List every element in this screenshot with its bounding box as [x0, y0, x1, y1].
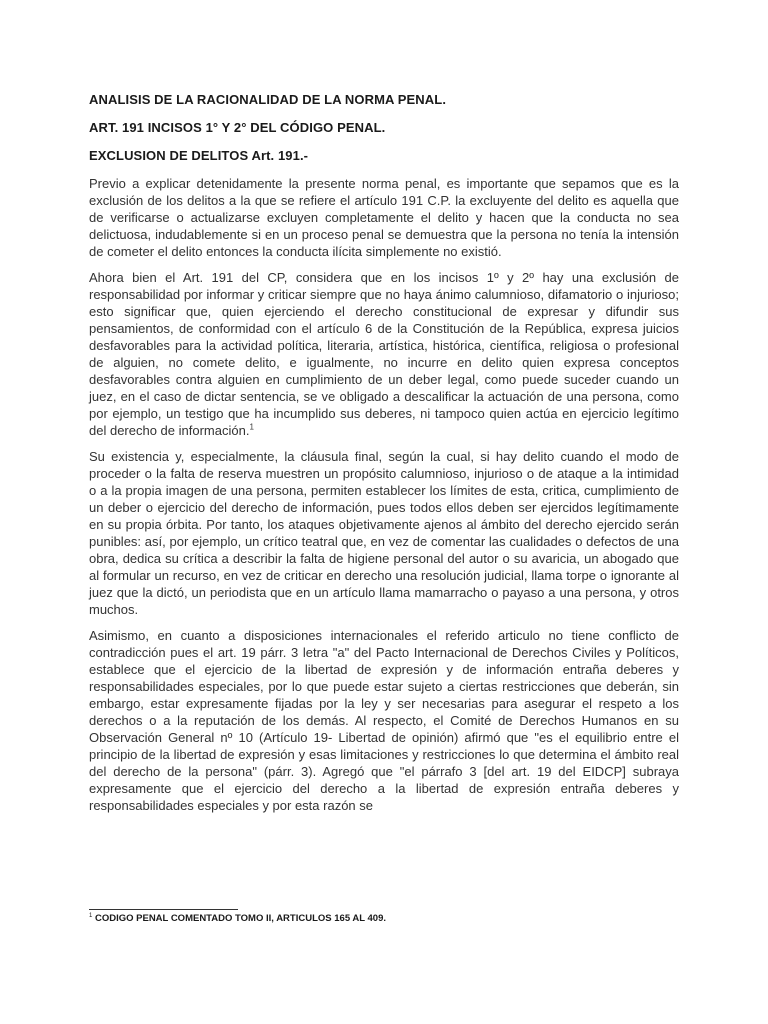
footnote-text: CODIGO PENAL COMENTADO TOMO II, ARTICULOS 165 AL 409. [94, 913, 387, 925]
footnote-separator [89, 909, 238, 910]
article-heading: ART. 191 INCISOS 1° Y 2° DEL CÓDIGO PENAL. [89, 120, 386, 135]
paragraph-2 [89, 269, 679, 439]
footnote [89, 913, 386, 924]
footnote-number: 1 [89, 913, 93, 919]
paragraph-2-text: Ahora bien el Art. 191 del CP, considera que en los incisos 1º y 2º hay una exclusión de responsabilidad por informar y criticar siempre que no haya ánimo calumnioso, difamatorio o injurioso; esto significar que, quien ejerciendo el derecho constitucional de expresar y difundir sus pensamientos, de conformidad con el artículo 6 de la Constitución de la República, expresa juicios desfavorables para la actividad política, literaria, artística, histórica, científica, religiosa o profesional de alguien, no comete delito, e igualmente, no incurre en delito quien expresa conceptos desfavorables contra alguien en cumplimiento de un deber legal, como puede suceder cuando un juez, en el caso de dictar sentencia, se ve obligado a descalificar la actuación de una persona, como por ejemplo, un testigo que ha incumplido sus deberes, ni tampoco quien actúa en ejercicio legítimo del derecho de información. [89, 270, 679, 438]
paragraph-3: Su existencia y, especialmente, la cláusula final, según la cual, si hay delito cuando el modo de proceder o la falta de reserva muestren un propósito calumnioso, injurioso o de ataque a la intimidad o a la propia imagen de una persona, permiten establecer los límites de esta, critica, cumplimiento de un deber o ejercicio del derecho de información, pues todos ellos deben ser ejercidos legítimamente en su propia órbita. Por tanto, los ataques objetivamente ajenos al ámbito del derecho ejercido serán punibles: así, por ejemplo, un crítico teatral que, en vez de comentar las cualidades o defectos de una obra, dedica su crítica a describir la falta de higiene personal del autor o su avaricia, un abogado que al formular un recurso, en vez de criticar en derecho una resolución judicial, llama torpe o ignorante al juez que la dictó, un periodista que en un artículo llama mamarracho o payaso a una persona, y otros muchos. [89, 449, 679, 617]
paragraph-4: Asimismo, en cuanto a disposiciones internacionales el referido articulo no tiene conflicto de contradicción pues el art. 19 párr. 3 letra "a" del Pacto Internacional de Derechos Civiles y Políticos, establece que el ejercicio de la libertad de expresión y de información entraña deberes y responsabilidades especiales, por lo que puede estar sujeto a ciertas restricciones que deberán, sin embargo, estar expresamente fijadas por la ley y ser necesarias para asegurar el respeto a los derechos o a la reputación de los demás. Al respecto, el Comité de Derechos Humanos en su Observación General nº 10 (Artículo 19- Libertad de opinión) afirmó que "es el equilibrio entre el principio de la libertad de expresión y esas limitaciones y restricciones lo que determina el ámbito real del derecho de la persona" (párr. 3). Agregó que "el párrafo 3 [del art. 19 del EIDCP] subraya expresamente que el ejercicio del derecho a la libertad de expresión entraña deberes y responsabilidades especiales y por esta razón se [89, 628, 679, 813]
paragraph-1: Previo a explicar detenidamente la presente norma penal, es importante que sepamos que es la exclusión de los delitos a la que se refiere el artículo 191 C.P. la excluyente del delito es aquella que de verificarse o actualizarse excluyen completamente el delito y hacen que la conducta no sea delictuosa, indudablemente si en un proceso penal se demuestra que la persona no tenía la intensión de cometer el delito entonces la conducta ilícita simplemente no existió. [89, 176, 679, 259]
document-body [89, 91, 679, 823]
footnote-reference[interactable]: 1 [249, 422, 254, 432]
section-heading: EXCLUSION DE DELITOS Art. 191.- [89, 148, 309, 163]
document-title: ANALISIS DE LA RACIONALIDAD DE LA NORMA PENAL. [89, 92, 447, 107]
